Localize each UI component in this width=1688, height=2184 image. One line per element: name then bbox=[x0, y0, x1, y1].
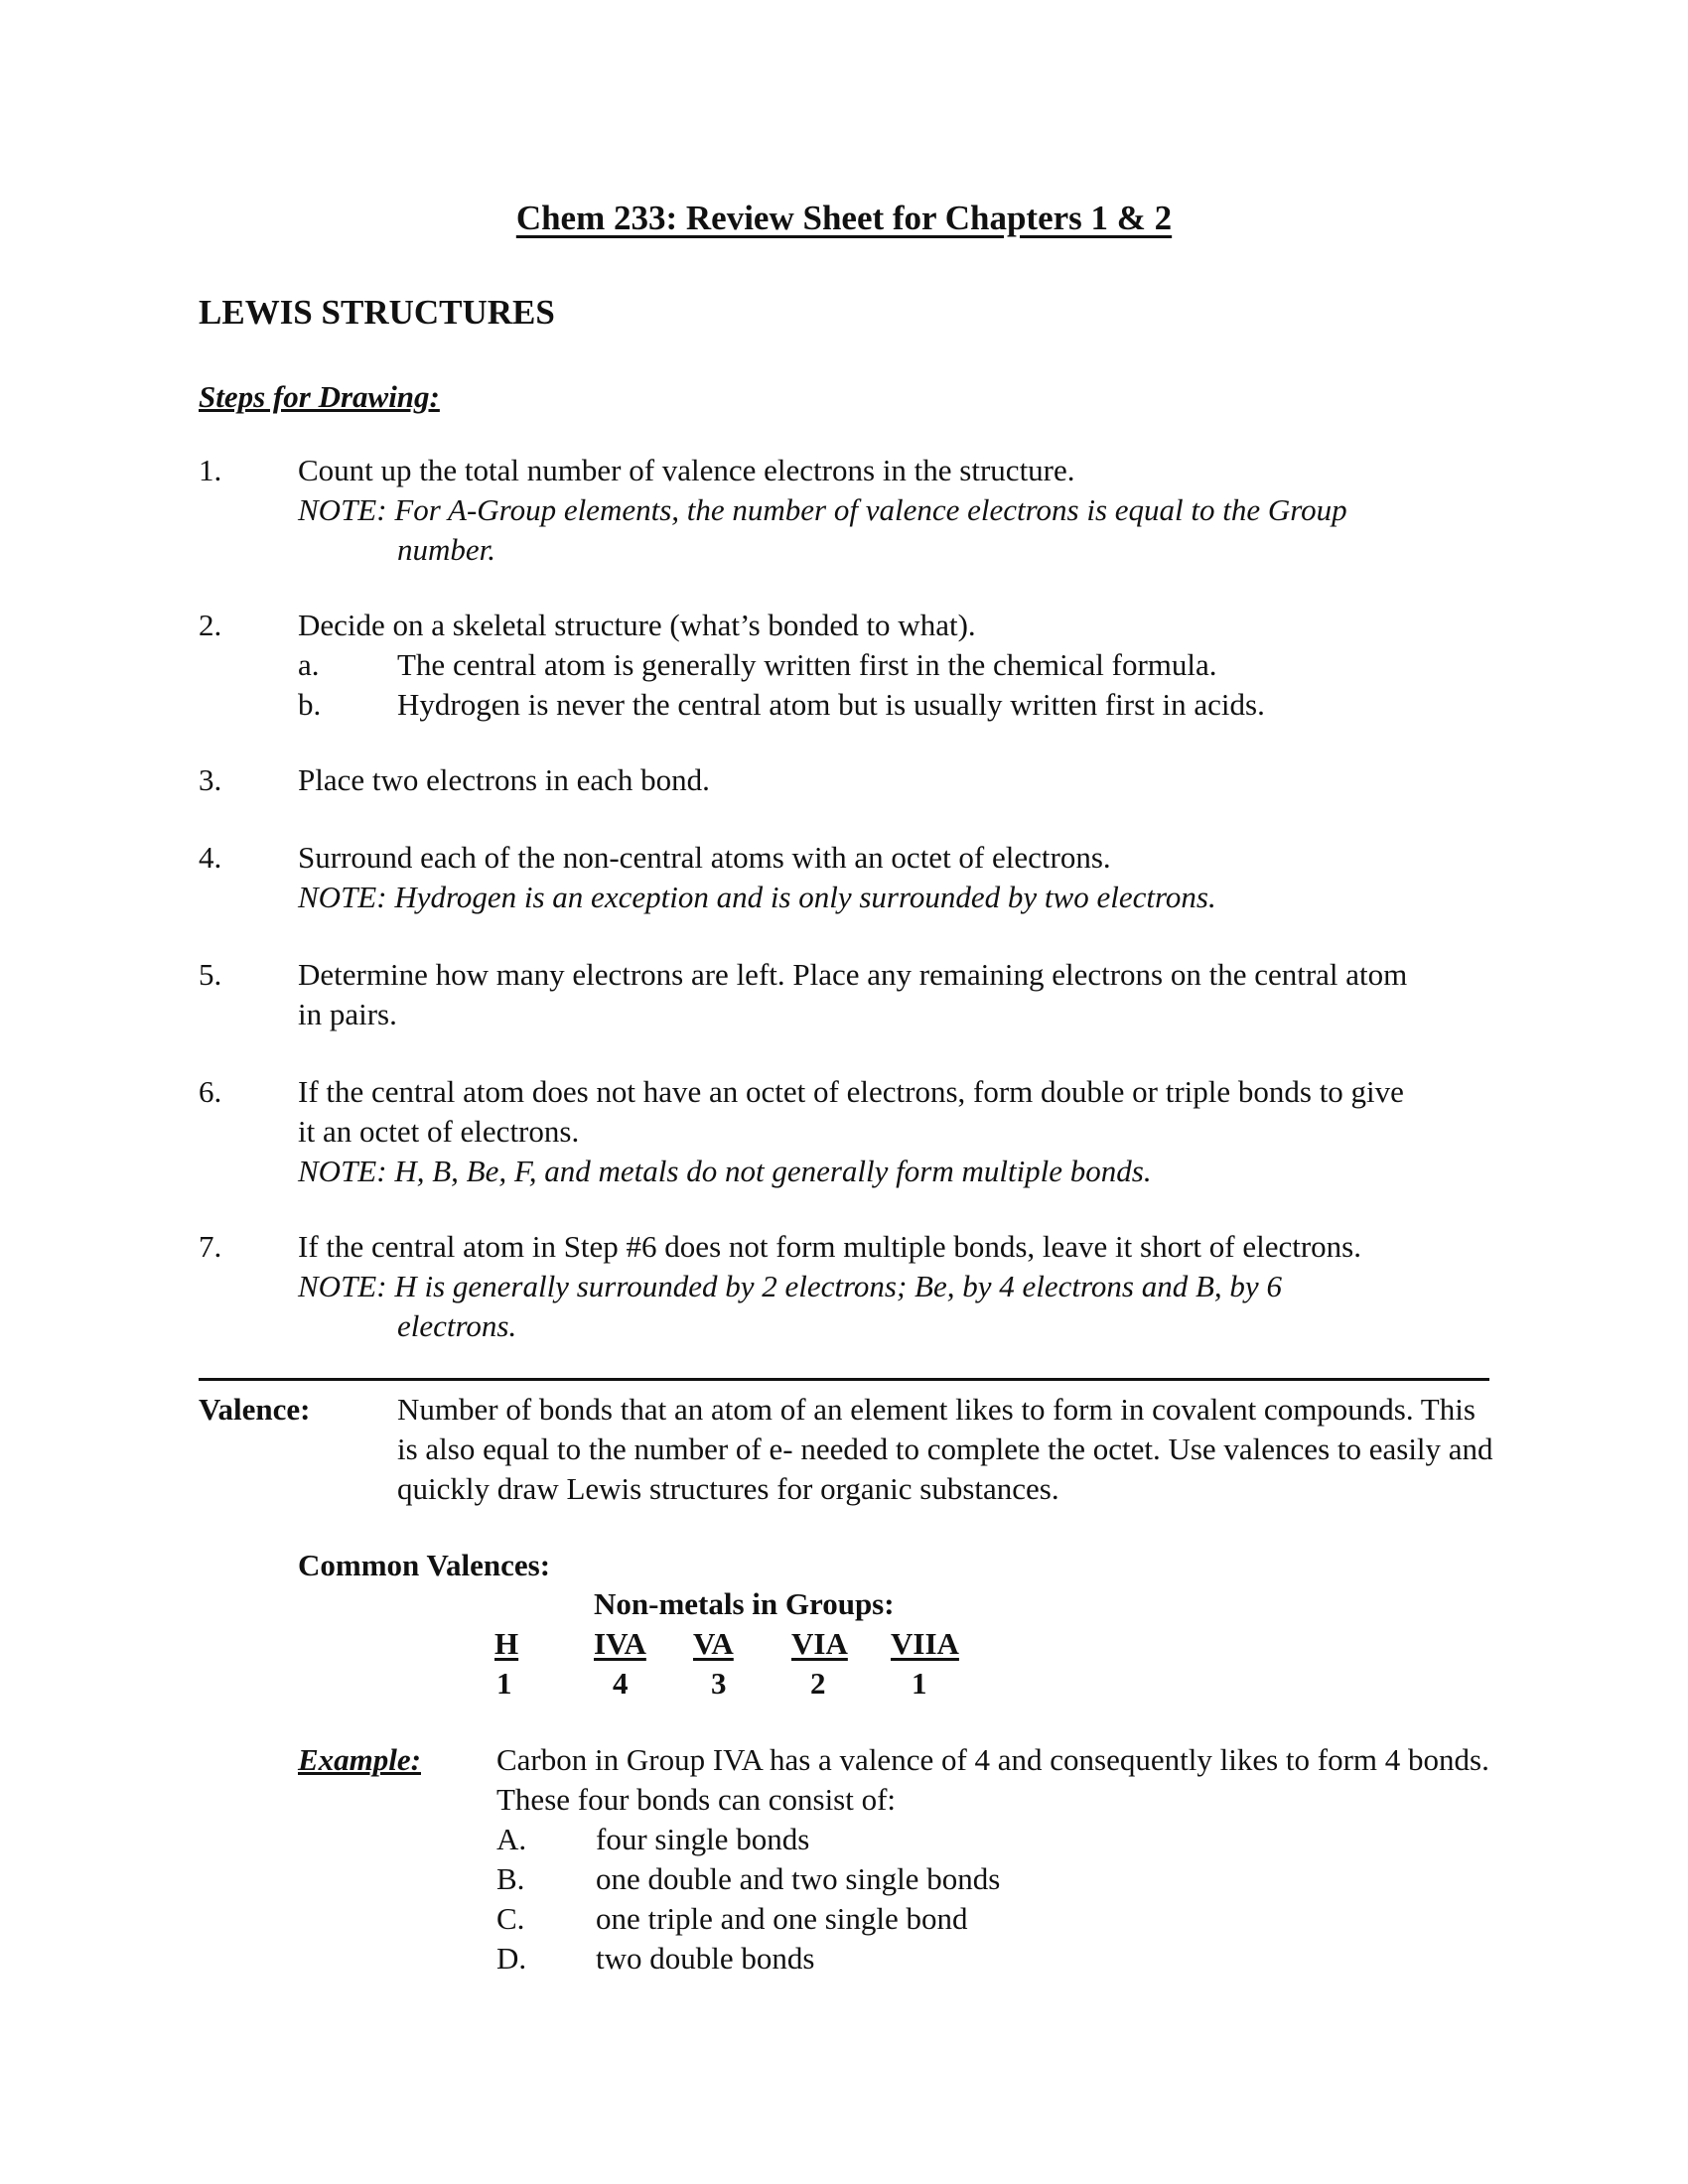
step-text: Decide on a skeletal structure (what’s bonded to what). bbox=[298, 608, 976, 642]
step-number: 4. bbox=[199, 840, 222, 875]
step-note: NOTE: Hydrogen is an exception and is only surrounded by two electrons. bbox=[298, 880, 1216, 914]
example-block bbox=[496, 1740, 1499, 1979]
step-text: Surround each of the non-central atoms with an octet of electrons. bbox=[298, 840, 1111, 875]
option-text: one double and two single bonds bbox=[596, 1861, 1001, 1896]
step-note-continued: number. bbox=[397, 532, 496, 567]
steps-heading: Steps for Drawing: bbox=[199, 379, 440, 414]
sub-item-letter: a. bbox=[298, 647, 320, 682]
step-text-continued: it an octet of electrons. bbox=[298, 1114, 580, 1149]
valence-value-h: 1 bbox=[496, 1666, 512, 1701]
step-note: NOTE: For A-Group elements, the number of valence electrons is equal to the Group bbox=[298, 492, 1347, 527]
section-heading: LEWIS STRUCTURES bbox=[199, 293, 555, 332]
step-text: Determine how many electrons are left. Place any remaining electrons on the central atom bbox=[298, 957, 1408, 992]
step-text: If the central atom in Step #6 does not form multiple bonds, leave it short of electrons. bbox=[298, 1229, 1361, 1264]
option-text: four single bonds bbox=[596, 1822, 810, 1856]
step-number: 7. bbox=[199, 1229, 222, 1264]
sub-item-letter: b. bbox=[298, 687, 322, 722]
valence-column-header-h: H bbox=[494, 1626, 519, 1661]
option-letter: A. bbox=[496, 1822, 527, 1856]
common-valences-heading: Common Valences: bbox=[298, 1548, 551, 1582]
example-option-a bbox=[496, 1820, 1499, 1859]
valence-value-va: 3 bbox=[711, 1666, 727, 1701]
example-option-c bbox=[496, 1899, 1499, 1939]
step-number: 1. bbox=[199, 453, 222, 487]
valence-column-header-iva: IVA bbox=[594, 1626, 646, 1661]
valence-column-header-va: VA bbox=[693, 1626, 734, 1661]
step-number: 2. bbox=[199, 608, 222, 642]
option-text: one triple and one single bond bbox=[596, 1901, 968, 1936]
step-note-continued: electrons. bbox=[397, 1308, 517, 1343]
step-number: 5. bbox=[199, 957, 222, 992]
step-text-continued: in pairs. bbox=[298, 997, 397, 1031]
step-text: Place two electrons in each bond. bbox=[298, 762, 710, 797]
page-title: Chem 233: Review Sheet for Chapters 1 & 2 bbox=[515, 199, 1173, 237]
example-option-d bbox=[496, 1939, 1499, 1979]
sub-item-text: Hydrogen is never the central atom but is usually written first in acids. bbox=[397, 687, 1265, 722]
valence-column-header-via: VIA bbox=[791, 1626, 848, 1661]
sub-item-text: The central atom is generally written first in the chemical formula. bbox=[397, 647, 1217, 682]
step-text: Count up the total number of valence electrons in the structure. bbox=[298, 453, 1075, 487]
valence-definition: Number of bonds that an atom of an element likes to form in covalent compounds. This is also equal to the number of e- needed to complete the octet. Use valences to easily and quickly draw Lewis structures for organic substances. bbox=[397, 1392, 1493, 1506]
valence-value-via: 2 bbox=[810, 1666, 826, 1701]
option-letter: B. bbox=[496, 1861, 525, 1896]
step-number: 6. bbox=[199, 1074, 222, 1109]
valence-value-iva: 4 bbox=[613, 1666, 629, 1701]
section-divider bbox=[199, 1378, 1489, 1381]
step-sub-item-b bbox=[298, 685, 1509, 725]
step-sub-item-a bbox=[298, 645, 1509, 685]
step-note: NOTE: H, B, Be, F, and metals do not generally form multiple bonds. bbox=[298, 1154, 1152, 1188]
step-number: 3. bbox=[199, 762, 222, 797]
example-option-b bbox=[496, 1859, 1499, 1899]
option-text: two double bonds bbox=[596, 1941, 815, 1976]
option-letter: D. bbox=[496, 1941, 527, 1976]
option-letter: C. bbox=[496, 1901, 525, 1936]
valence-column-header-viia: VIIA bbox=[891, 1626, 959, 1661]
step-note: NOTE: H is generally surrounded by 2 electrons; Be, by 4 electrons and B, by 6 bbox=[298, 1269, 1282, 1303]
valence-label: Valence: bbox=[199, 1392, 311, 1427]
non-metals-groups-heading: Non-metals in Groups: bbox=[594, 1586, 895, 1621]
example-text: Carbon in Group IVA has a valence of 4 and consequently likes to form 4 bonds. These four bonds can consist of: bbox=[496, 1742, 1489, 1817]
valence-value-viia: 1 bbox=[912, 1666, 927, 1701]
step-text: If the central atom does not have an octet of electrons, form double or triple bonds to give bbox=[298, 1074, 1404, 1109]
example-label: Example: bbox=[298, 1742, 421, 1777]
